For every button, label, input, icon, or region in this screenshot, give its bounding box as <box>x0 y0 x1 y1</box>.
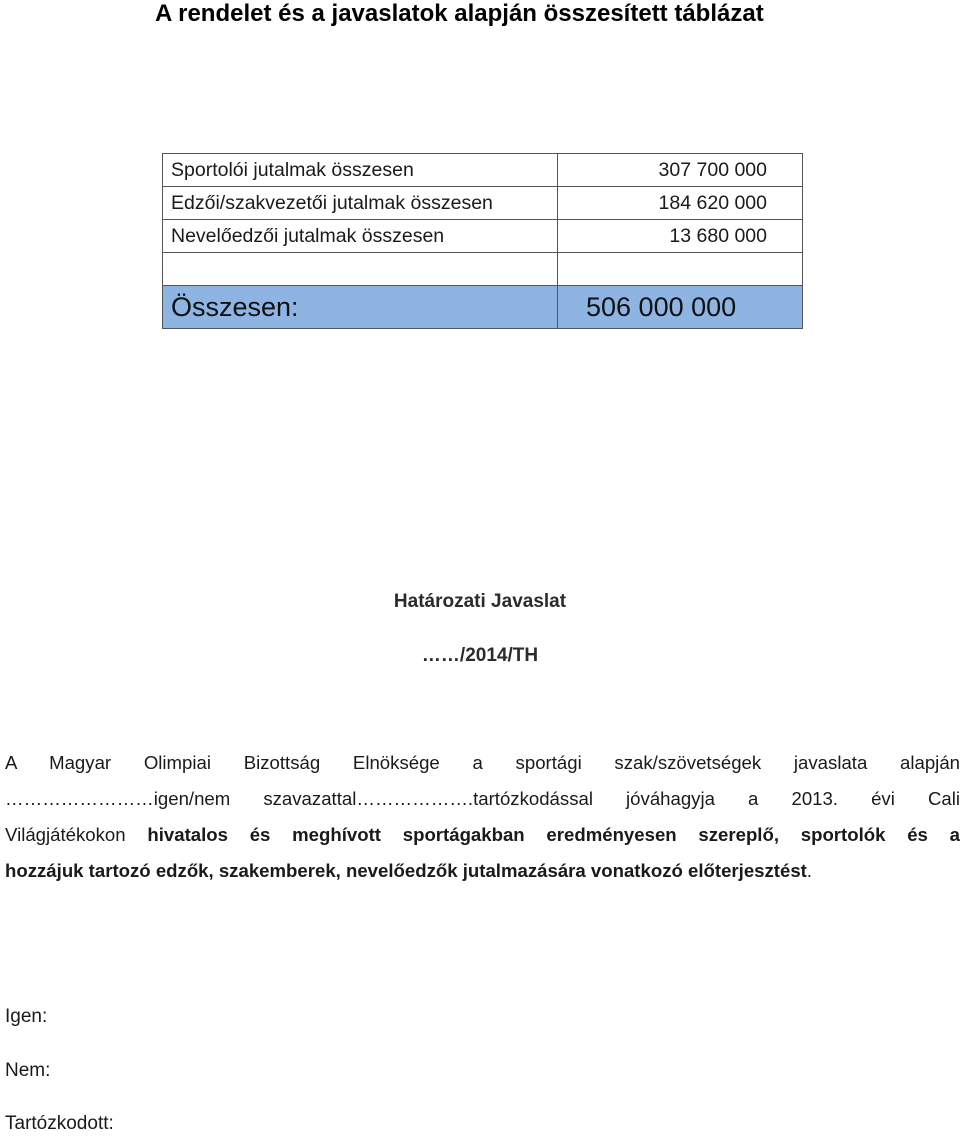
body-line-3-plain: Világjátékokon <box>5 824 148 845</box>
row-value: 184 620 000 <box>558 187 803 220</box>
row-label: Sportolói jutalmak összesen <box>163 154 558 187</box>
body-line-3 <box>5 820 960 849</box>
row-label: Edzői/szakvezetői jutalmak összesen <box>163 187 558 220</box>
empty-row <box>163 253 803 286</box>
body-line-4-bold: hozzájuk tartozó edzők, szakemberek, nevelőedzők jutalmazására vonatkozó előterjesztést <box>5 860 807 881</box>
table-row <box>163 154 803 187</box>
page-title: A rendelet és a javaslatok alapján összesített táblázat <box>155 0 764 27</box>
empty-cell <box>163 253 558 286</box>
row-label: Nevelőedzői jutalmak összesen <box>163 220 558 253</box>
resolution-title: Határozati Javaslat <box>393 591 567 612</box>
total-value: 506 000 000 <box>558 286 803 329</box>
resolution-body <box>5 748 960 892</box>
resolution-number: ……/2014/TH <box>421 645 539 666</box>
total-row <box>163 286 803 329</box>
vote-no-label: Nem: <box>5 1060 51 1081</box>
row-value: 13 680 000 <box>558 220 803 253</box>
body-line-2: ……………………igen/nem szavazattal……………….tartózkodással jóváhagyja a 2013. évi Cali <box>5 788 960 809</box>
table-row <box>163 220 803 253</box>
vote-abstain-label: Tartózkodott: <box>5 1113 114 1134</box>
total-label: Összesen: <box>163 286 558 329</box>
body-line-4 <box>5 856 960 885</box>
vote-yes-label: Igen: <box>5 1006 48 1027</box>
empty-cell <box>558 253 803 286</box>
row-value: 307 700 000 <box>558 154 803 187</box>
body-line-3-bold: hivatalos és meghívott sportágakban eredményesen szereplő, sportolók és a <box>147 824 960 845</box>
summary-table <box>162 153 803 329</box>
body-line-4-plain: . <box>806 860 813 881</box>
table-row <box>163 187 803 220</box>
body-line-1: A Magyar Olimpiai Bizottság Elnöksége a sportági szak/szövetségek javaslata alapján <box>5 752 960 773</box>
